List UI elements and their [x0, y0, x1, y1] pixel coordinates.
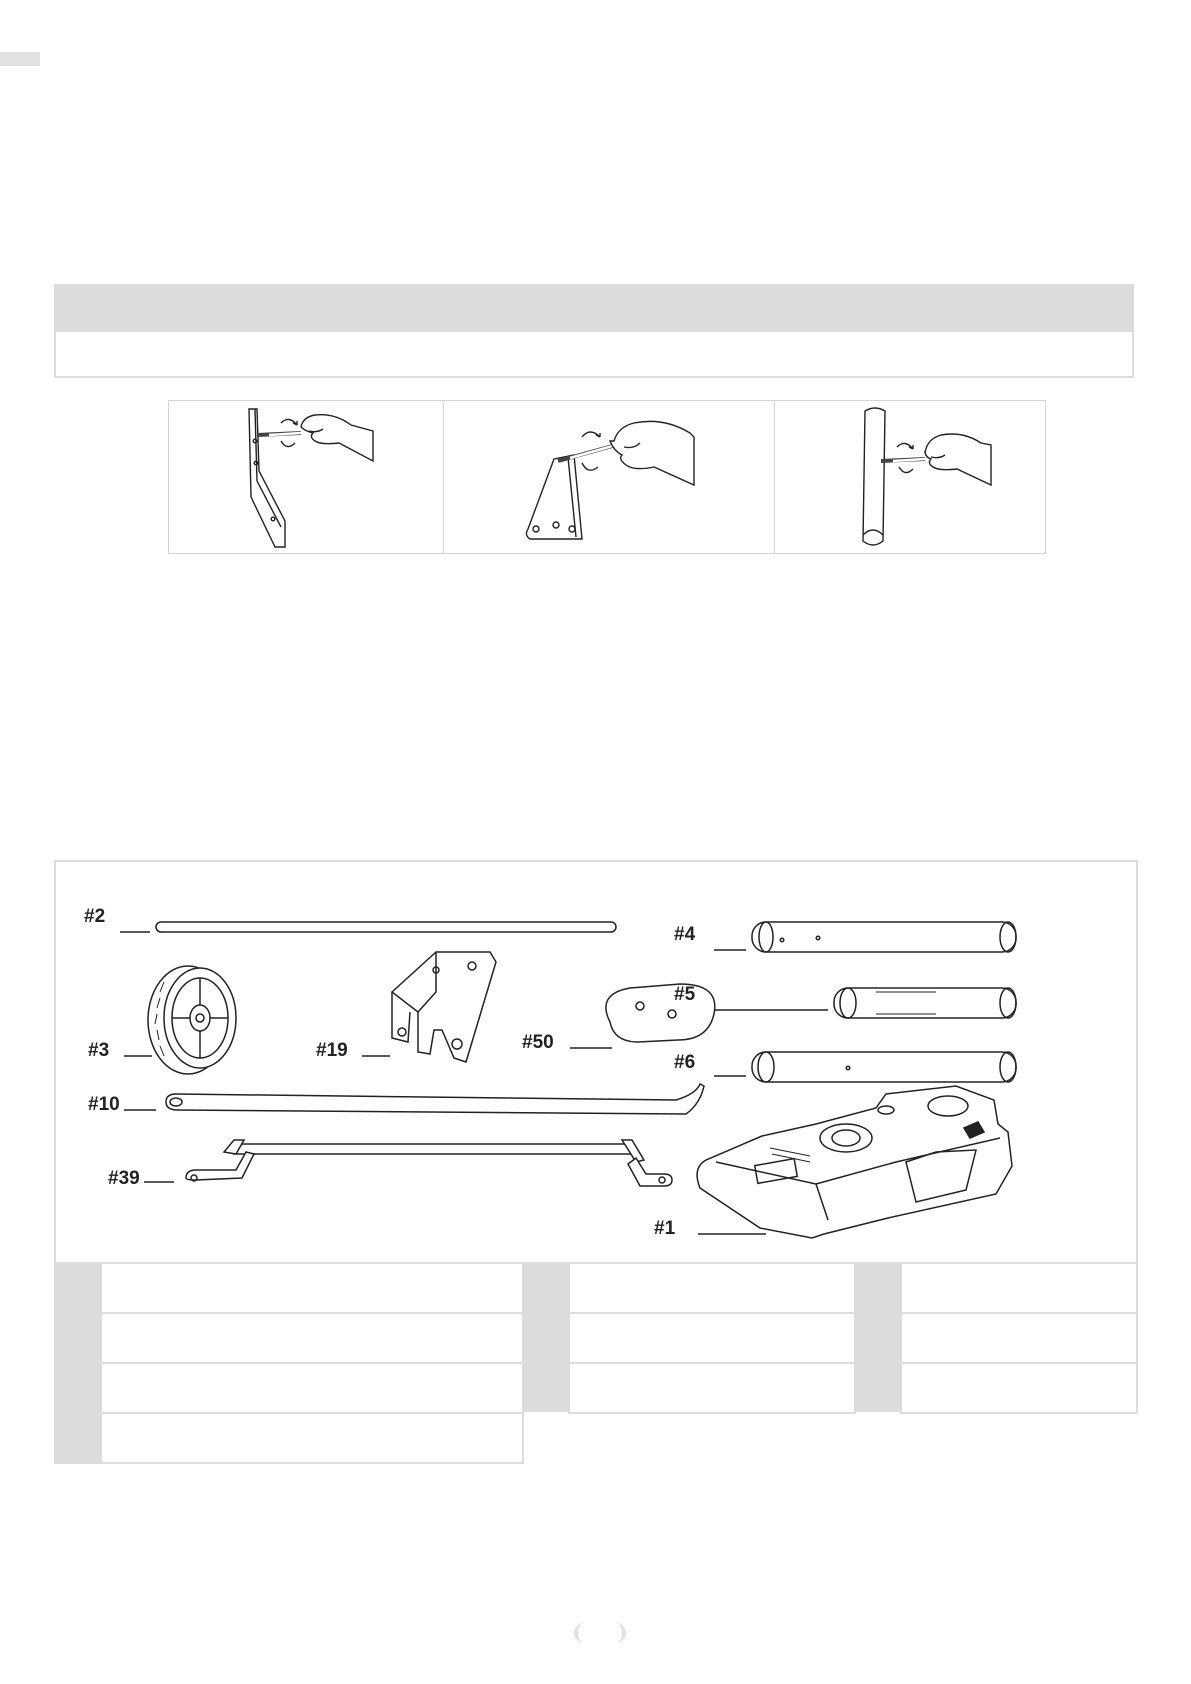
part-3-wheel — [124, 966, 236, 1074]
part-label-6: #6 — [674, 1052, 696, 1073]
part-label-2: #2 — [84, 906, 106, 927]
part-2-rod — [120, 922, 616, 932]
step-illustration-bracket — [169, 401, 444, 553]
part-4-tube — [714, 922, 1016, 952]
table-group-cell — [54, 1262, 102, 1412]
chevron-right-icon — [618, 1622, 626, 1644]
part-label-3: #3 — [88, 1040, 110, 1061]
table-cell — [568, 1362, 856, 1414]
table-cell — [900, 1312, 1138, 1364]
assembly-steps-strip — [168, 400, 1046, 554]
table-cell — [100, 1312, 524, 1364]
part-label-10: #10 — [88, 1094, 120, 1115]
part-label-5: #5 — [674, 984, 696, 1005]
section-header-bar — [56, 286, 1132, 332]
page-navigation — [560, 1620, 640, 1646]
table-group-cell — [522, 1262, 570, 1412]
table-group-cell — [54, 1412, 102, 1464]
bolt-icon — [257, 433, 301, 435]
section-header-box — [54, 284, 1134, 378]
parts-list-table-extra-row — [54, 1412, 1138, 1464]
table-cell — [568, 1262, 856, 1314]
bolt-icon — [881, 459, 925, 461]
hand-screwdriver-icon — [301, 415, 373, 461]
hand-screwdriver-icon — [925, 434, 991, 485]
table-group-cell — [854, 1262, 902, 1364]
part-10-bar — [124, 1084, 704, 1114]
hand-screwdriver-icon — [610, 421, 694, 485]
table-cell — [900, 1262, 1138, 1314]
bolt-icon — [558, 445, 616, 461]
table-cell — [900, 1362, 1138, 1414]
parts-list-table — [54, 1262, 1138, 1412]
step-illustration-plate — [444, 401, 775, 553]
part-1-base — [697, 1086, 1012, 1238]
step-illustration-tube — [775, 401, 1047, 553]
table-cell — [100, 1412, 524, 1464]
table-group-cell — [854, 1362, 902, 1412]
chevron-left-icon — [574, 1622, 582, 1644]
part-label-1: #1 — [654, 1218, 676, 1239]
part-39-crossbar — [144, 1140, 672, 1186]
part-label-39: #39 — [108, 1168, 140, 1189]
part-6-tube — [714, 1052, 1016, 1082]
part-label-50: #50 — [522, 1032, 554, 1053]
part-5-tube — [714, 988, 1016, 1018]
table-cell — [100, 1362, 524, 1414]
page-corner-tab — [0, 52, 40, 66]
table-cell — [568, 1312, 856, 1364]
part-label-4: #4 — [674, 924, 696, 945]
part-19-bracket — [362, 952, 496, 1062]
parts-diagram — [54, 860, 1138, 1264]
part-label-19: #19 — [316, 1040, 348, 1061]
table-cell — [100, 1262, 524, 1314]
